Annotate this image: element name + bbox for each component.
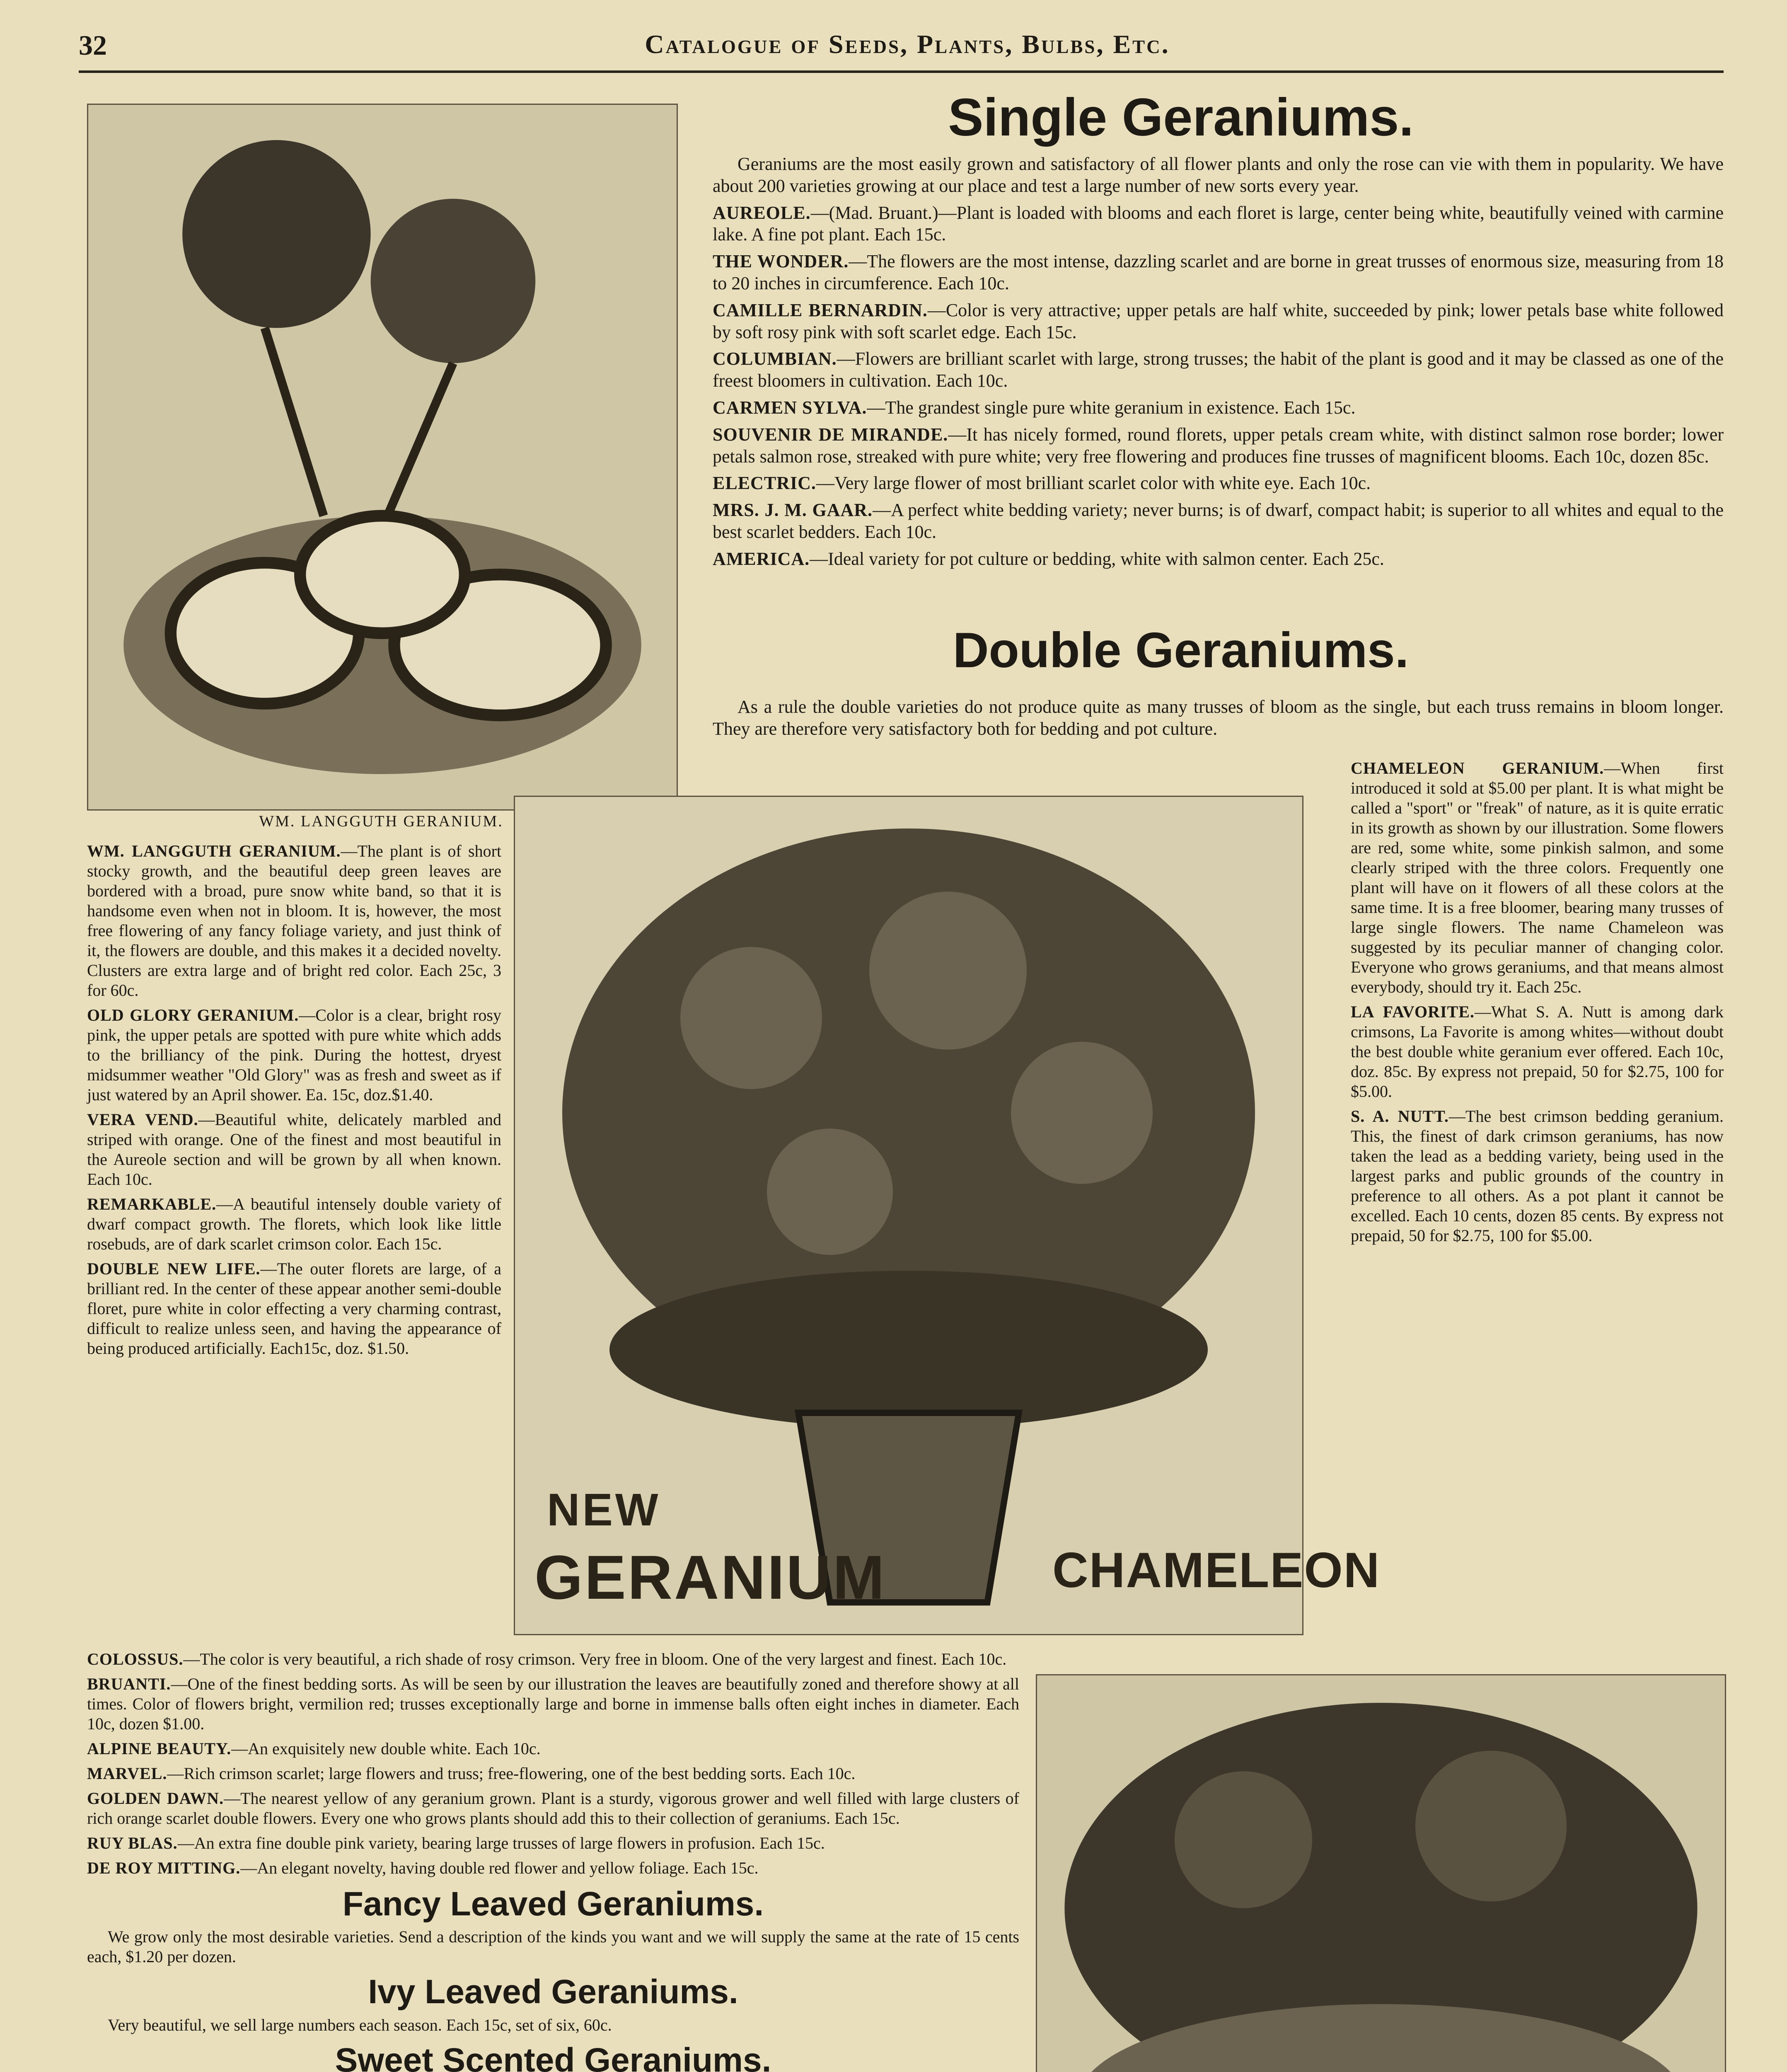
right-column xyxy=(1351,758,1724,1251)
single-geraniums-section xyxy=(713,153,1724,575)
list-item: VERA VEND.—Beautiful white, delicately marbled and striped with orange. One of the finest and most beautiful in the Aureole section and will be grown by all when known. Each 10c. xyxy=(87,1110,502,1188)
double-geraniums-title: Double Geraniums. xyxy=(953,622,1409,678)
list-item: AMERICA.—Ideal variety for pot culture or bedding, white with salmon center. Each 25c. xyxy=(713,548,1384,569)
left-column xyxy=(87,841,501,1363)
list-item: DE ROY MITTING.—An elegant novelty, having double red flower and yellow foliage. Each 15c. xyxy=(87,1859,759,1877)
list-item: DOUBLE NEW LIFE.—The outer florets are large, of a brilliant red. In the center of these appear another semi-double floret, pure white in color effecting a very charming contrast, difficult to realize unless seen, and having the appearance of being produced artificially. Each15c, doz. $1.50. xyxy=(87,1259,501,1358)
fancy-leaved-text: We grow only the most desirable varieties. Send a description of the kinds you want and we will supply the same at the rate of 15 cents each, $1.20 per dozen. xyxy=(87,1927,1019,1966)
list-item: SOUVENIR DE MIRANDE.—It has nicely formed, round florets, upper petals cream white, with distinct salmon rose border; lower petals salmon rose, streaked with pure white; very free flowering and produces fine trusses of magnificent blooms. Each 10c, dozen 85c. xyxy=(713,424,1724,467)
double-intro: As a rule the double varieties do not produce quite as many trusses of bloom as the single, but each truss remains in bloom longer. They are therefore very satisfactory both for bedding and pot culture. xyxy=(713,697,1724,739)
banner-geranium: GERANIUM xyxy=(534,1542,886,1612)
list-item: COLOSSUS.—The color is very beautiful, a rich shade of rosy crimson. Very free in bloom. One of the very largest and finest. Each 10c. xyxy=(87,1650,1007,1668)
bruanti-geranium-illustration xyxy=(1036,1674,1726,2072)
list-item: REMARKABLE.—A beautiful intensely double variety of dwarf compact growth. The florets, which look like little rosebuds, are of dark scarlet crimson color. Each 15c. xyxy=(87,1195,501,1253)
banner-chameleon: CHAMELEON xyxy=(1052,1542,1381,1598)
list-item: ALPINE BEAUTY.—An exquisitely new double white. Each 10c. xyxy=(87,1739,541,1758)
single-geraniums-title: Single Geraniums. xyxy=(948,88,1414,147)
ivy-leaved-title: Ivy Leaved Geraniums. xyxy=(368,1973,738,2011)
running-header: Catalogue of Seeds, Plants, Bulbs, Etc. xyxy=(645,29,1170,59)
list-item: S. A. NUTT.—The best crimson bedding geranium. This, the finest of dark crimson geraniums, has now taken the lead as a bedding variety, being used in the largest parks and public grounds of the country in preference to all others. As a pot plant it cannot be excelled. Each 10 cents, dozen 85 cents. By express not prepaid, 50 for $2.75, 100 for $5.00. xyxy=(1351,1107,1724,1245)
sweet-scented-title: Sweet Scented Geraniums. xyxy=(335,2041,771,2072)
list-item: AUREOLE.—(Mad. Bruant.)—Plant is loaded with blooms and each floret is large, center being white, beautifully veined with carmine lake. A fine pot plant. Each 15c. xyxy=(713,202,1724,245)
list-item: CHAMELEON GERANIUM.—When first introduced it sold at $5.00 per plant. It is what might be called a "sport" or "freak" of nature, as it is quite erratic in its growth as shown by our illustration. Some flowers are red, some white, some pinkish salmon, and some clearly striped with the three colors. Frequently one plant will have on it flowers of all these colors at the same time. It is a free bloomer, bearing many trusses of large single flowers. The name Chameleon was suggested by its peculiar manner of changing color. Everyone who grows geraniums, and that means almost everybody, should try it. Each 25c. xyxy=(1351,759,1724,996)
list-item: CARMEN SYLVA.—The grandest single pure white geranium in existence. Each 15c. xyxy=(713,397,1356,418)
list-item: RUY BLAS.—An extra fine double pink variety, bearing large trusses of large flowers in profusion. Each 15c. xyxy=(87,1834,825,1852)
langguth-caption: WM. LANGGUTH GERANIUM. xyxy=(259,813,503,830)
page-number: 32 xyxy=(79,29,107,61)
double-intro-block xyxy=(713,696,1724,745)
list-item: MRS. J. M. GAAR.—A perfect white bedding variety; never burns; is of dwarf, compact habit; is superior to all whites and equal to the best scarlet bedders. Each 10c. xyxy=(713,500,1724,542)
banner-new: NEW xyxy=(547,1484,661,1535)
list-item: OLD GLORY GERANIUM.—Color is a clear, bright rosy pink, the upper petals are spotted with pure white which adds to the brilliancy of the pink. During the hottest, dryest midsummer weather "Old Glory" was as fresh and sweet as if just watered by an April shower. Ea. 15c, doz.$1.40. xyxy=(87,1006,501,1104)
list-item: COLUMBIAN.—Flowers are brilliant scarlet with large, strong trusses; the habit of the plant is good and it may be classed as one of the freest bloomers in cultivation. Each 10c. xyxy=(713,349,1724,391)
chameleon-banner xyxy=(534,1475,1381,1633)
list-item: THE WONDER.—The flowers are the most intense, dazzling scarlet and are borne in great trusses of enormous size, measuring from 18 to 20 inches in circumference. Each 10c. xyxy=(713,251,1724,293)
list-item: WM. LANGGUTH GERANIUM.—The plant is of short stocky growth, and the beautiful deep green leaves are bordered with a broad, pure snow white band, so that it is handsome even when not in bloom. It is, however, the most free flowering of any fancy foliage variety, and just think of it, the flowers are double, and this makes it a decided novelty. Clusters are extra large and of bright red color. Each 25c, 3 for 60c. xyxy=(87,842,502,1000)
list-item: GOLDEN DAWN.—The nearest yellow of any geranium grown. Plant is a sturdy, vigorous grower and well filled with large clusters of rich orange scarlet double flowers. Every one who grows plants should add this to their collection of geraniums. Each 15c. xyxy=(87,1789,1019,1828)
list-item: ELECTRIC.—Very large flower of most brilliant scarlet color with white eye. Each 10c. xyxy=(713,473,1371,494)
fancy-leaved-title: Fancy Leaved Geraniums. xyxy=(342,1885,764,1923)
list-item: CAMILLE BERNARDIN.—Color is very attractive; upper petals are half white, succeeded by pink; lower petals base white followed by soft rosy pink with soft scarlet edge. Each 15c. xyxy=(713,300,1724,342)
langguth-geranium-illustration xyxy=(87,104,678,811)
lower-left-column xyxy=(87,1649,1019,2072)
list-item: LA FAVORITE.—What S. A. Nutt is among dark crimsons, La Favorite is among whites—without doubt the best double white geranium ever offered. Each 10c, doz. 85c. By express not prepaid, 50 for $2.75, 100 for $5.00. xyxy=(1351,1002,1724,1101)
list-item: BRUANTI.—One of the finest bedding sorts. As will be seen by our illustration the leaves are beautifully zoned and therefore showy at all times. Color of flowers bright, vermilion red; trusses exceptionally large and borne in immense balls often eight inches in diameter. Each 10c, dozen $1.00. xyxy=(87,1675,1019,1733)
ivy-leaved-text: Very beautiful, we sell large numbers each season. Each 15c, set of six, 60c. xyxy=(108,2015,612,2034)
header-rule xyxy=(79,70,1724,73)
single-intro: Geraniums are the most easily grown and satisfactory of all flower plants and only the rose can vie with them in popularity. We have about 200 varieties growing at our place and test a large number of new sorts every year. xyxy=(713,154,1724,196)
list-item: MARVEL.—Rich crimson scarlet; large flowers and truss; free-flowering, one of the best bedding sorts. Each 10c. xyxy=(87,1764,856,1783)
